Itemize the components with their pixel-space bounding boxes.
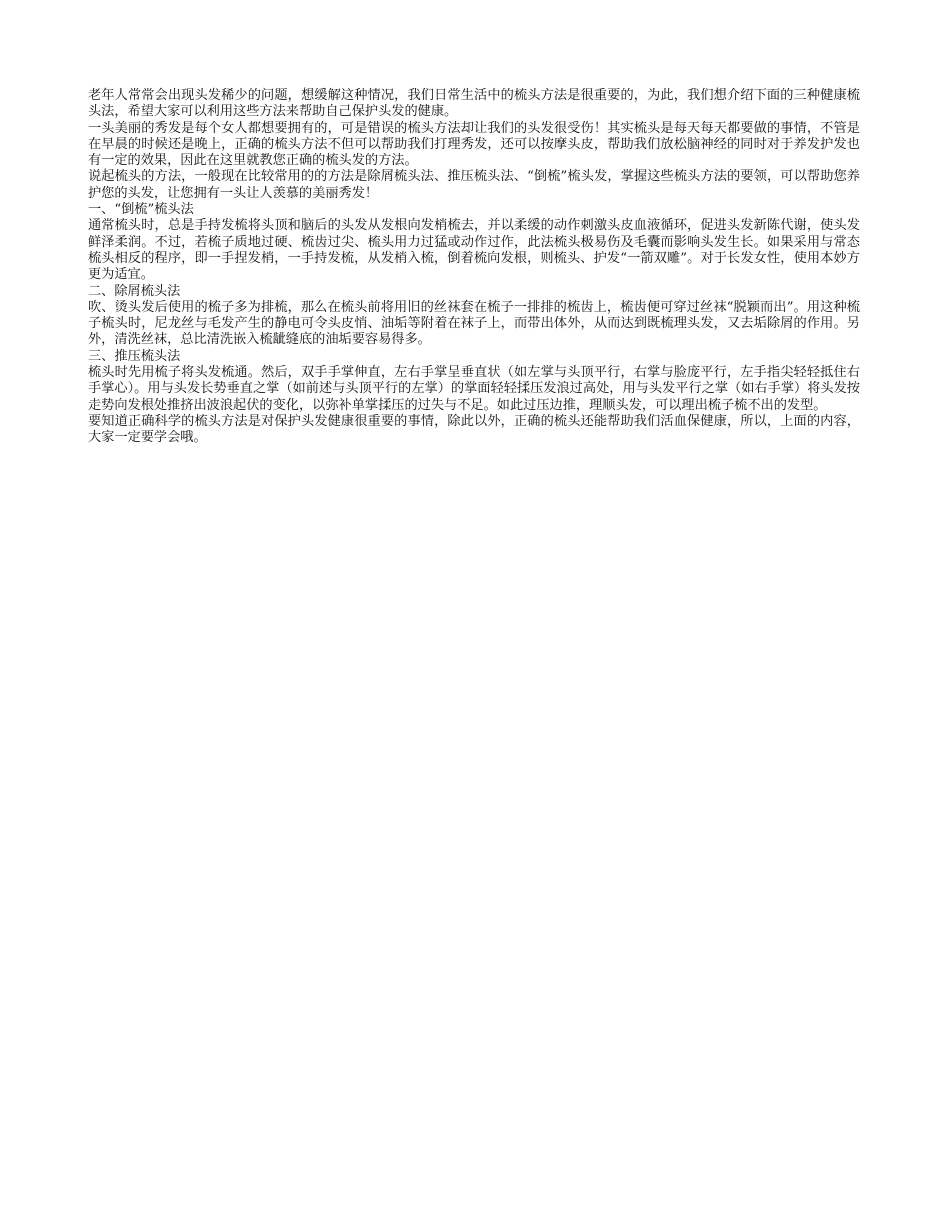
section-heading-push-press: 三、推压梳头法 [88, 348, 181, 364]
section-heading-dandruff-removal: 二、除屑梳头法 [88, 283, 181, 299]
document-body [88, 88, 860, 447]
section-body-dandruff-removal: 吹、烫头发后使用的梳子多为排梳，那么在梳头前将用旧的丝袜套在梳子一排排的梳齿上，梳齿便可穿过丝袜“脱颖而出”。用这种梳子梳头时，尼龙丝与毛发产生的静电可令头皮悄、油垢等附着在袜子上，而带出体外，从而达到既梳理头发，又去垢除屑的作用。另外，清洗丝袜，总比清洗嵌入梳龇缝底的油垢要容易得多。 [88, 299, 860, 348]
section-body-push-press: 梳头时先用梳子将头发梳通。然后，双手手掌伸直，左右手掌呈垂直状（如左掌与头顶平行，右掌与脸庞平行，左手指尖轻轻抵住右手掌心）。用与头发长势垂直之掌（如前述与头顶平行的左掌）的掌面轻轻揉压发浪过高处，用与头发平行之掌（如右手掌）将头发按走势向发根处推挤出波浪起伏的变化，以弥补单掌揉压的过失与不足。如此过压边推，理顺头发，可以理出梳子梳不出的发型。 [88, 365, 860, 413]
closing-paragraph: 要知道正确科学的梳头方法是对保护头发健康很重要的事情，除此以外，正确的梳头还能帮助我们活血保健康，所以，上面的内容，大家一定要学会哦。 [88, 413, 860, 446]
paragraph-beauty-hair: 一头美丽的秀发是每个女人都想要拥有的，可是错误的梳头方法却让我们的头发很受伤！其实梳头是每天每天都要做的事情，不管是在早晨的时候还是晚上，正确的梳头方法不但可以帮助我们打理秀发，还可以按摩头皮，帮助我们放松脑神经的同时对于养发护发也有一定的效果，因此在这里就教您正确的梳头发的方法。 [88, 120, 860, 169]
section-heading-reverse-combing: 一、“倒梳”梳头法 [88, 202, 194, 218]
intro-paragraph: 老年人常常会出现头发稀少的问题，想缓解这种情况，我们日常生活中的梳头方法是很重要的，为此，我们想介绍下面的三种健康梳头法，希望大家可以利用这些方法来帮助自己保护头发的健康。 [88, 88, 860, 120]
section-body-reverse-combing: 通常梳头时，总是手持发梳将头顶和脑后的头发从发根向发梢梳去，并以柔缓的动作刺激头皮血液循环，促进头发新陈代谢，使头发鲜泽柔润。不过，若梳子质地过硬、梳齿过尖、梳头用力过猛或动作过作，此法梳头极易伤及毛囊而影响头发生长。如果采用与常态梳头相反的程序，即一手捏发梢，一手持发梳，从发梢入梳，倒着梳向发根，则梳头、护发“一箭双雕”。对于长发女性，使用本妙方更为适宜。 [88, 218, 860, 283]
paragraph-methods-overview: 说起梳头的方法，一般现在比较常用的的方法是除屑梳头法、推压梳头法、“倒梳”梳头发，掌握这些梳头方法的要领，可以帮助您养护您的头发，让您拥有一头让人羡慕的美丽秀发！ [88, 169, 860, 201]
